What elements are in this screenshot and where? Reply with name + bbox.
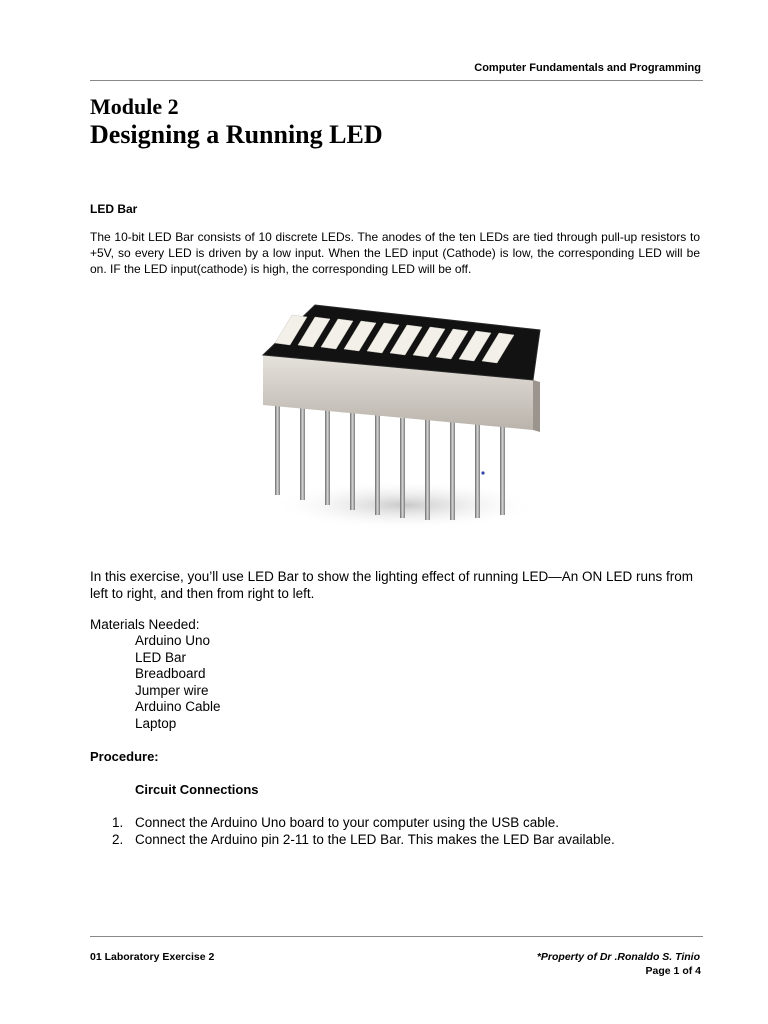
list-item: Laptop <box>135 715 177 731</box>
materials-list <box>135 633 221 732</box>
list-item <box>112 831 615 848</box>
module-label: Module 2 <box>90 94 179 119</box>
list-item: Arduino Uno <box>135 633 211 648</box>
list-item: Jumper wire <box>135 682 209 698</box>
materials-label: Materials Needed: <box>90 617 200 632</box>
exercise-description: In this exercise, you’ll use LED Bar to show the lighting effect of running LED—An ON LED runs from left to right, and then from right to left. <box>90 569 694 601</box>
procedure-heading: Procedure: <box>90 749 159 764</box>
page-title: Designing a Running LED <box>90 120 383 149</box>
procedure-steps <box>112 814 615 848</box>
header-divider <box>90 80 703 81</box>
footer-property-note: *Property of Dr .Ronaldo S. Tinio <box>536 951 700 963</box>
section-heading: LED Bar <box>90 202 138 216</box>
step-number: 1. <box>112 815 124 830</box>
footer-exercise-label: 01 Laboratory Exercise 2 <box>90 951 215 963</box>
list-item: Breadboard <box>135 666 206 681</box>
step-text: Connect the Arduino pin 2-11 to the LED Bar. This makes the LED Bar available. <box>135 832 615 847</box>
step-number: 2. <box>112 832 124 847</box>
step-text: Connect the Arduino Uno board to your computer using the USB cable. <box>135 815 560 830</box>
circuit-connections-heading: Circuit Connections <box>135 782 259 797</box>
list-item: Arduino Cable <box>135 699 221 714</box>
intro-paragraph: The 10-bit LED Bar consists of 10 discrete LEDs. The anodes of the ten LEDs are tied through pull-up resistors to +5V, so every LED is driven by a low input. When the LED input (Cathode) is low, the corresponding LED will be on. IF the LED input(cathode) is high, the corresponding LED will be off. <box>90 230 700 276</box>
led-bar-image <box>255 300 545 540</box>
footer-divider <box>90 936 703 937</box>
course-title: Computer Fundamentals and Programming <box>474 62 701 74</box>
page-number: Page 1 of 4 <box>645 965 701 977</box>
list-item: LED Bar <box>135 649 187 665</box>
list-item <box>112 814 615 831</box>
